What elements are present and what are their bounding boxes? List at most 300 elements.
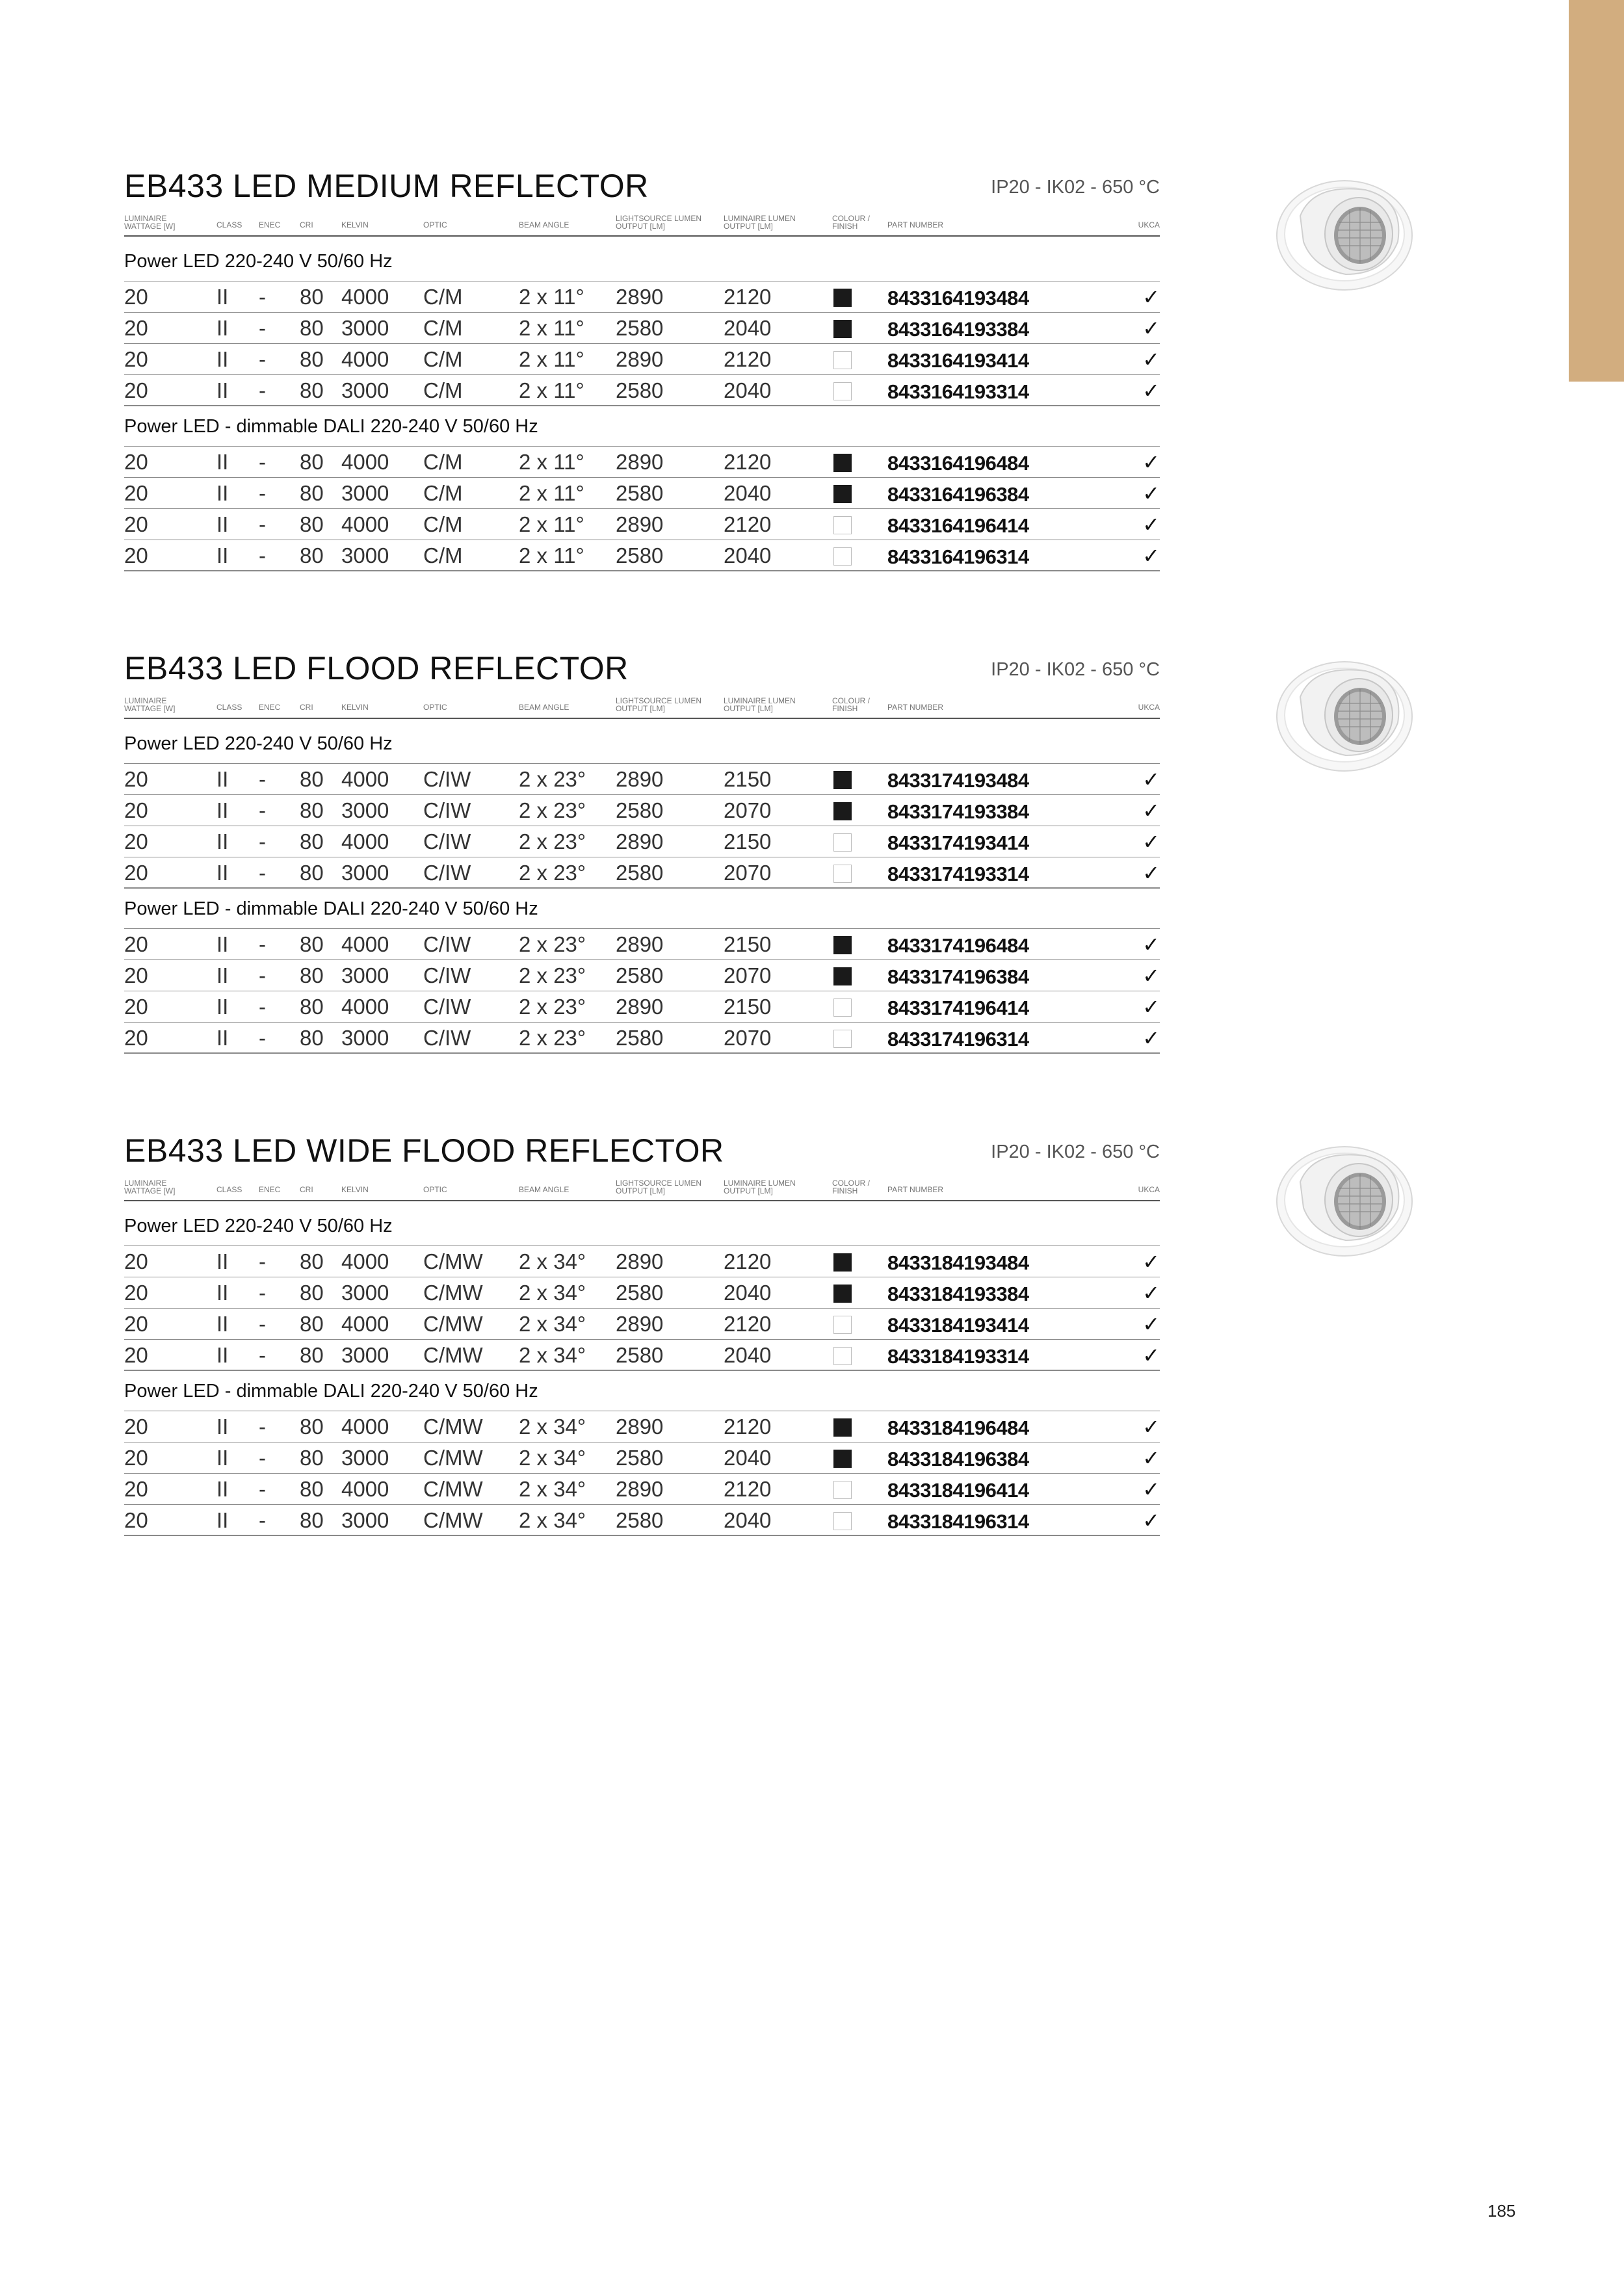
cell-optic: C/MW bbox=[423, 1415, 483, 1439]
column-header-class: CLASS bbox=[216, 1185, 242, 1194]
cell-w: 20 bbox=[124, 1249, 148, 1273]
cell-beam: 2 x 11° bbox=[519, 316, 584, 340]
colour-swatch-white bbox=[833, 865, 852, 883]
cell-lum: 2040 bbox=[724, 1281, 772, 1305]
ukca-check-icon: ✓ bbox=[1142, 379, 1160, 402]
column-header-kelvin: KELVIN bbox=[341, 220, 369, 229]
ukca-check-icon: ✓ bbox=[1142, 1026, 1160, 1050]
cell-k: 4000 bbox=[341, 932, 389, 956]
cell-enec: - bbox=[259, 1477, 266, 1501]
cell-class: II bbox=[216, 1249, 229, 1273]
cell-class: II bbox=[216, 1343, 229, 1367]
column-header-kelvin: KELVIN bbox=[341, 703, 369, 712]
cell-class: II bbox=[216, 995, 229, 1019]
part-number: 8433164193484 bbox=[887, 287, 1029, 309]
table-row bbox=[124, 1411, 1160, 1441]
part-number: 8433164196314 bbox=[887, 545, 1029, 568]
column-header-ukca: UKCA bbox=[1138, 1185, 1160, 1194]
cell-lum: 2040 bbox=[724, 481, 772, 505]
cell-beam: 2 x 11° bbox=[519, 481, 584, 505]
cell-beam: 2 x 34° bbox=[519, 1446, 586, 1470]
cell-class: II bbox=[216, 798, 229, 822]
product-image bbox=[1274, 1136, 1417, 1260]
ukca-check-icon: ✓ bbox=[1142, 1415, 1160, 1439]
cell-k: 4000 bbox=[341, 829, 389, 854]
cell-lum: 2120 bbox=[724, 512, 772, 536]
cell-optic: C/IW bbox=[423, 829, 471, 854]
cell-optic: C/MW bbox=[423, 1508, 483, 1532]
cell-beam: 2 x 23° bbox=[519, 963, 586, 987]
column-header-wattage: LUMINAIRE WATTAGE [W] bbox=[124, 1179, 176, 1195]
colour-swatch-white bbox=[833, 1512, 852, 1530]
cell-optic: C/MW bbox=[423, 1281, 483, 1305]
cell-beam: 2 x 23° bbox=[519, 829, 586, 854]
cell-enec: - bbox=[259, 1446, 266, 1470]
cell-w: 20 bbox=[124, 1477, 148, 1501]
part-number: 8433164196414 bbox=[887, 514, 1029, 537]
cell-class: II bbox=[216, 1312, 229, 1336]
ukca-check-icon: ✓ bbox=[1142, 1312, 1160, 1336]
colour-swatch-black bbox=[833, 802, 852, 820]
cell-cri: 80 bbox=[300, 1026, 324, 1050]
cell-k: 3000 bbox=[341, 316, 389, 340]
cell-optic: C/M bbox=[423, 450, 463, 474]
cell-ls: 2580 bbox=[616, 1281, 664, 1305]
cell-k: 3000 bbox=[341, 1281, 389, 1305]
cell-k: 4000 bbox=[341, 450, 389, 474]
cell-k: 3000 bbox=[341, 1343, 389, 1367]
cell-beam: 2 x 23° bbox=[519, 995, 586, 1019]
cell-lum: 2120 bbox=[724, 1477, 772, 1501]
cell-ls: 2890 bbox=[616, 450, 664, 474]
cell-w: 20 bbox=[124, 543, 148, 567]
cell-class: II bbox=[216, 378, 229, 402]
cell-class: II bbox=[216, 1508, 229, 1532]
cell-optic: C/IW bbox=[423, 995, 471, 1019]
ukca-check-icon: ✓ bbox=[1142, 861, 1160, 885]
table-row bbox=[124, 1022, 1160, 1054]
cell-ls: 2580 bbox=[616, 861, 664, 885]
cell-enec: - bbox=[259, 316, 266, 340]
cell-class: II bbox=[216, 1026, 229, 1050]
table-row bbox=[124, 446, 1160, 476]
column-header-class: CLASS bbox=[216, 703, 242, 712]
colour-swatch-white bbox=[833, 1030, 852, 1048]
cell-cri: 80 bbox=[300, 861, 324, 885]
cell-beam: 2 x 23° bbox=[519, 1026, 586, 1050]
cell-lum: 2150 bbox=[724, 829, 772, 854]
part-number: 8433174196384 bbox=[887, 965, 1029, 988]
cell-class: II bbox=[216, 316, 229, 340]
cell-w: 20 bbox=[124, 1446, 148, 1470]
cell-k: 4000 bbox=[341, 1477, 389, 1501]
cell-k: 3000 bbox=[341, 861, 389, 885]
column-header-part: PART NUMBER bbox=[887, 220, 944, 229]
cell-w: 20 bbox=[124, 1508, 148, 1532]
colour-swatch-white bbox=[833, 516, 852, 534]
cell-k: 3000 bbox=[341, 481, 389, 505]
column-header-ls_lumen: LIGHTSOURCE LUMEN OUTPUT [LM] bbox=[616, 214, 702, 231]
cell-ls: 2580 bbox=[616, 316, 664, 340]
cell-class: II bbox=[216, 347, 229, 371]
colour-swatch-black bbox=[833, 967, 852, 985]
cell-ls: 2580 bbox=[616, 378, 664, 402]
cell-k: 4000 bbox=[341, 347, 389, 371]
cell-lum: 2070 bbox=[724, 861, 772, 885]
cell-lum: 2150 bbox=[724, 932, 772, 956]
part-number: 8433164193314 bbox=[887, 380, 1029, 403]
colour-swatch-white bbox=[833, 351, 852, 369]
part-number: 8433174193384 bbox=[887, 800, 1029, 823]
column-header-ls_lumen: LIGHTSOURCE LUMEN OUTPUT [LM] bbox=[616, 1179, 702, 1195]
cell-lum: 2120 bbox=[724, 1312, 772, 1336]
cell-w: 20 bbox=[124, 932, 148, 956]
table-row bbox=[124, 763, 1160, 794]
cell-ls: 2580 bbox=[616, 798, 664, 822]
cell-k: 3000 bbox=[341, 1508, 389, 1532]
colour-swatch-black bbox=[833, 454, 852, 472]
part-number: 8433174196414 bbox=[887, 997, 1029, 1019]
group-title: Power LED 220-240 V 50/60 Hz bbox=[124, 251, 393, 272]
cell-k: 3000 bbox=[341, 543, 389, 567]
ukca-check-icon: ✓ bbox=[1142, 964, 1160, 987]
cell-cri: 80 bbox=[300, 316, 324, 340]
column-header-optic: OPTIC bbox=[423, 220, 447, 229]
cell-ls: 2890 bbox=[616, 995, 664, 1019]
cell-optic: C/M bbox=[423, 285, 463, 309]
cell-lum: 2040 bbox=[724, 1508, 772, 1532]
cell-ls: 2890 bbox=[616, 1477, 664, 1501]
cell-w: 20 bbox=[124, 1415, 148, 1439]
column-header-beam: BEAM ANGLE bbox=[519, 220, 570, 229]
ukca-check-icon: ✓ bbox=[1142, 799, 1160, 822]
cell-class: II bbox=[216, 767, 229, 791]
group-title: Power LED - dimmable DALI 220-240 V 50/60 Hz bbox=[124, 898, 538, 919]
cell-cri: 80 bbox=[300, 963, 324, 987]
cell-class: II bbox=[216, 450, 229, 474]
cell-cri: 80 bbox=[300, 481, 324, 505]
product-image bbox=[1274, 170, 1417, 294]
column-header-colour: COLOUR / FINISH bbox=[832, 696, 871, 713]
part-number: 8433174193414 bbox=[887, 831, 1029, 854]
table-row bbox=[124, 794, 1160, 825]
cell-beam: 2 x 23° bbox=[519, 861, 586, 885]
cell-enec: - bbox=[259, 1508, 266, 1532]
colour-swatch-black bbox=[833, 1285, 852, 1303]
column-header-colour: COLOUR / FINISH bbox=[832, 214, 871, 231]
ukca-check-icon: ✓ bbox=[1142, 544, 1160, 567]
table-row bbox=[124, 281, 1160, 311]
cell-ls: 2890 bbox=[616, 512, 664, 536]
part-number: 8433174196484 bbox=[887, 934, 1029, 957]
cell-enec: - bbox=[259, 1249, 266, 1273]
cell-ls: 2580 bbox=[616, 1446, 664, 1470]
section-title: EB433 LED WIDE FLOOD REFLECTOR bbox=[124, 1132, 724, 1169]
cell-lum: 2120 bbox=[724, 285, 772, 309]
cell-class: II bbox=[216, 512, 229, 536]
table-row bbox=[124, 959, 1160, 990]
column-header-lum_lumen: LUMINAIRE LUMEN OUTPUT [LM] bbox=[724, 214, 796, 231]
cell-lum: 2150 bbox=[724, 995, 772, 1019]
cell-w: 20 bbox=[124, 767, 148, 791]
cell-w: 20 bbox=[124, 995, 148, 1019]
group-title: Power LED - dimmable DALI 220-240 V 50/60 Hz bbox=[124, 416, 538, 437]
cell-k: 4000 bbox=[341, 767, 389, 791]
colour-swatch-black bbox=[833, 320, 852, 338]
cell-cri: 80 bbox=[300, 1477, 324, 1501]
ukca-check-icon: ✓ bbox=[1142, 450, 1160, 474]
cell-ls: 2580 bbox=[616, 963, 664, 987]
group-title: Power LED - dimmable DALI 220-240 V 50/60 Hz bbox=[124, 1381, 538, 1402]
cell-optic: C/IW bbox=[423, 1026, 471, 1050]
cell-k: 3000 bbox=[341, 1026, 389, 1050]
column-header-beam: BEAM ANGLE bbox=[519, 1185, 570, 1194]
cell-w: 20 bbox=[124, 861, 148, 885]
cell-k: 3000 bbox=[341, 963, 389, 987]
part-number: 8433164193384 bbox=[887, 318, 1029, 341]
cell-beam: 2 x 11° bbox=[519, 512, 584, 536]
ukca-check-icon: ✓ bbox=[1142, 830, 1160, 854]
cell-enec: - bbox=[259, 512, 266, 536]
table-row bbox=[124, 312, 1160, 343]
part-number: 8433184196484 bbox=[887, 1416, 1029, 1439]
cell-optic: C/IW bbox=[423, 963, 471, 987]
cell-w: 20 bbox=[124, 1312, 148, 1336]
column-header-enec: ENEC bbox=[259, 703, 281, 712]
cell-w: 20 bbox=[124, 450, 148, 474]
product-section bbox=[124, 168, 1160, 584]
cell-class: II bbox=[216, 1446, 229, 1470]
colour-swatch-black bbox=[833, 1253, 852, 1272]
cell-optic: C/IW bbox=[423, 861, 471, 885]
cell-class: II bbox=[216, 1477, 229, 1501]
column-header-enec: ENEC bbox=[259, 1185, 281, 1194]
cell-enec: - bbox=[259, 378, 266, 402]
cell-class: II bbox=[216, 963, 229, 987]
table-row bbox=[124, 508, 1160, 539]
cell-k: 4000 bbox=[341, 285, 389, 309]
table-row bbox=[124, 1246, 1160, 1276]
column-header-wattage: LUMINAIRE WATTAGE [W] bbox=[124, 696, 176, 713]
part-number: 8433164196384 bbox=[887, 483, 1029, 506]
colour-swatch-white bbox=[833, 547, 852, 566]
part-number: 8433184193384 bbox=[887, 1283, 1029, 1305]
ip-rating: IP20 - IK02 - 650 °C bbox=[991, 1141, 1160, 1162]
cell-w: 20 bbox=[124, 481, 148, 505]
cell-k: 4000 bbox=[341, 1249, 389, 1273]
ukca-check-icon: ✓ bbox=[1142, 348, 1160, 371]
cell-k: 3000 bbox=[341, 378, 389, 402]
column-header-kelvin: KELVIN bbox=[341, 1185, 369, 1194]
cell-lum: 2120 bbox=[724, 347, 772, 371]
column-header-beam: BEAM ANGLE bbox=[519, 703, 570, 712]
cell-beam: 2 x 11° bbox=[519, 543, 584, 567]
cell-enec: - bbox=[259, 1281, 266, 1305]
cell-k: 4000 bbox=[341, 512, 389, 536]
colour-swatch-white bbox=[833, 1347, 852, 1365]
cell-beam: 2 x 11° bbox=[519, 285, 584, 309]
part-number: 8433184196314 bbox=[887, 1510, 1029, 1533]
table-row bbox=[124, 477, 1160, 508]
cell-k: 4000 bbox=[341, 1312, 389, 1336]
cell-beam: 2 x 23° bbox=[519, 798, 586, 822]
cell-enec: - bbox=[259, 1415, 266, 1439]
cell-lum: 2040 bbox=[724, 316, 772, 340]
cell-cri: 80 bbox=[300, 1446, 324, 1470]
cell-enec: - bbox=[259, 543, 266, 567]
part-number: 8433184193414 bbox=[887, 1314, 1029, 1337]
cell-enec: - bbox=[259, 861, 266, 885]
cell-lum: 2040 bbox=[724, 378, 772, 402]
cell-ls: 2890 bbox=[616, 347, 664, 371]
ukca-check-icon: ✓ bbox=[1142, 1509, 1160, 1532]
colour-swatch-black bbox=[833, 485, 852, 503]
cell-cri: 80 bbox=[300, 347, 324, 371]
cell-w: 20 bbox=[124, 316, 148, 340]
cell-beam: 2 x 23° bbox=[519, 932, 586, 956]
cell-ls: 2890 bbox=[616, 767, 664, 791]
table-header bbox=[124, 694, 1160, 719]
cell-optic: C/IW bbox=[423, 932, 471, 956]
cell-beam: 2 x 23° bbox=[519, 767, 586, 791]
product-image bbox=[1274, 651, 1417, 775]
part-number: 8433174196314 bbox=[887, 1028, 1029, 1050]
cell-k: 4000 bbox=[341, 995, 389, 1019]
cell-cri: 80 bbox=[300, 798, 324, 822]
table-row bbox=[124, 1308, 1160, 1338]
cell-ls: 2580 bbox=[616, 1026, 664, 1050]
cell-ls: 2890 bbox=[616, 1249, 664, 1273]
cell-optic: C/M bbox=[423, 543, 463, 567]
table-row bbox=[124, 374, 1160, 406]
part-number: 8433184196384 bbox=[887, 1448, 1029, 1470]
cell-lum: 2120 bbox=[724, 1249, 772, 1273]
cell-cri: 80 bbox=[300, 932, 324, 956]
cell-class: II bbox=[216, 932, 229, 956]
cell-beam: 2 x 34° bbox=[519, 1249, 586, 1273]
part-number: 8433184193484 bbox=[887, 1251, 1029, 1274]
colour-swatch-black bbox=[833, 1450, 852, 1468]
cell-w: 20 bbox=[124, 798, 148, 822]
cell-w: 20 bbox=[124, 1343, 148, 1367]
cell-ls: 2890 bbox=[616, 932, 664, 956]
product-section bbox=[124, 650, 1160, 1066]
ukca-check-icon: ✓ bbox=[1142, 317, 1160, 340]
column-header-optic: OPTIC bbox=[423, 1185, 447, 1194]
table-row bbox=[124, 1277, 1160, 1307]
cell-cri: 80 bbox=[300, 543, 324, 567]
column-header-wattage: LUMINAIRE WATTAGE [W] bbox=[124, 214, 176, 231]
cell-cri: 80 bbox=[300, 1415, 324, 1439]
cell-enec: - bbox=[259, 1343, 266, 1367]
column-header-cri: CRI bbox=[300, 703, 313, 712]
table-row bbox=[124, 928, 1160, 959]
colour-swatch-white bbox=[833, 1316, 852, 1334]
cell-optic: C/IW bbox=[423, 767, 471, 791]
cell-cri: 80 bbox=[300, 1249, 324, 1273]
cell-class: II bbox=[216, 1415, 229, 1439]
cell-enec: - bbox=[259, 963, 266, 987]
table-row bbox=[124, 343, 1160, 374]
cell-cri: 80 bbox=[300, 1281, 324, 1305]
cell-lum: 2120 bbox=[724, 1415, 772, 1439]
cell-beam: 2 x 34° bbox=[519, 1312, 586, 1336]
cell-enec: - bbox=[259, 450, 266, 474]
cell-optic: C/M bbox=[423, 316, 463, 340]
colour-swatch-black bbox=[833, 1418, 852, 1437]
ukca-check-icon: ✓ bbox=[1142, 1478, 1160, 1501]
part-number: 8433174193484 bbox=[887, 769, 1029, 792]
table-row bbox=[124, 857, 1160, 889]
colour-swatch-white bbox=[833, 998, 852, 1017]
cell-cri: 80 bbox=[300, 767, 324, 791]
column-header-ls_lumen: LIGHTSOURCE LUMEN OUTPUT [LM] bbox=[616, 696, 702, 713]
cell-enec: - bbox=[259, 285, 266, 309]
column-header-colour: COLOUR / FINISH bbox=[832, 1179, 871, 1195]
ukca-check-icon: ✓ bbox=[1142, 513, 1160, 536]
column-header-ukca: UKCA bbox=[1138, 220, 1160, 229]
cell-w: 20 bbox=[124, 285, 148, 309]
cell-optic: C/MW bbox=[423, 1446, 483, 1470]
cell-beam: 2 x 34° bbox=[519, 1343, 586, 1367]
cell-lum: 2120 bbox=[724, 450, 772, 474]
group-title: Power LED 220-240 V 50/60 Hz bbox=[124, 1216, 393, 1236]
cell-ls: 2890 bbox=[616, 1415, 664, 1439]
column-header-ukca: UKCA bbox=[1138, 703, 1160, 712]
cell-class: II bbox=[216, 1281, 229, 1305]
cell-lum: 2040 bbox=[724, 1343, 772, 1367]
cell-beam: 2 x 11° bbox=[519, 378, 584, 402]
cell-w: 20 bbox=[124, 1281, 148, 1305]
cell-optic: C/MW bbox=[423, 1249, 483, 1273]
cell-ls: 2580 bbox=[616, 1508, 664, 1532]
cell-ls: 2890 bbox=[616, 1312, 664, 1336]
table-row bbox=[124, 991, 1160, 1021]
cell-ls: 2890 bbox=[616, 285, 664, 309]
ukca-check-icon: ✓ bbox=[1142, 1281, 1160, 1305]
cell-class: II bbox=[216, 829, 229, 854]
cell-class: II bbox=[216, 543, 229, 567]
colour-swatch-black bbox=[833, 289, 852, 307]
cell-cri: 80 bbox=[300, 829, 324, 854]
cell-lum: 2150 bbox=[724, 767, 772, 791]
cell-enec: - bbox=[259, 1312, 266, 1336]
cell-cri: 80 bbox=[300, 1343, 324, 1367]
section-title: EB433 LED FLOOD REFLECTOR bbox=[124, 650, 629, 686]
cell-w: 20 bbox=[124, 1026, 148, 1050]
column-header-enec: ENEC bbox=[259, 220, 281, 229]
cell-class: II bbox=[216, 481, 229, 505]
cell-w: 20 bbox=[124, 378, 148, 402]
cell-optic: C/M bbox=[423, 481, 463, 505]
colour-swatch-white bbox=[833, 382, 852, 400]
cell-enec: - bbox=[259, 481, 266, 505]
table-row bbox=[124, 540, 1160, 571]
column-header-cri: CRI bbox=[300, 1185, 313, 1194]
cell-cri: 80 bbox=[300, 450, 324, 474]
cell-cri: 80 bbox=[300, 1508, 324, 1532]
column-header-part: PART NUMBER bbox=[887, 703, 944, 712]
cell-cri: 80 bbox=[300, 995, 324, 1019]
part-number: 8433164193414 bbox=[887, 349, 1029, 372]
cell-beam: 2 x 34° bbox=[519, 1477, 586, 1501]
colour-swatch-black bbox=[833, 936, 852, 954]
part-number: 8433184196414 bbox=[887, 1479, 1029, 1502]
table-row bbox=[124, 1473, 1160, 1504]
ukca-check-icon: ✓ bbox=[1142, 768, 1160, 791]
cell-w: 20 bbox=[124, 829, 148, 854]
cell-optic: C/MW bbox=[423, 1477, 483, 1501]
